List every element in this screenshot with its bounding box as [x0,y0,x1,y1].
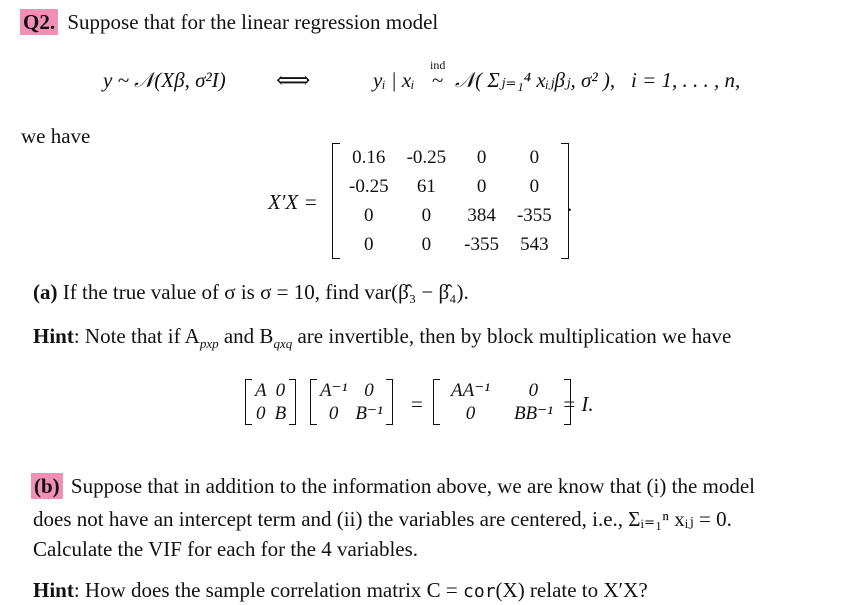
block-cell: 0 [275,379,286,401]
cor-function: cor [463,581,496,602]
matrix-cell: 0 [364,233,374,255]
matrix-row [340,143,561,172]
block-cell: 0 [328,402,339,424]
matrix-row [340,172,561,201]
hint-1-label: Hint [33,324,74,348]
question-heading [20,10,438,35]
part-b-line-1 [31,474,755,499]
hint-2-label: Hint [33,578,74,602]
matrix-cell: 0 [421,233,432,255]
matrix-cell: 0 [364,204,374,226]
matrix-cell: 0 [421,204,432,226]
block-cell: 0 [256,402,266,424]
tilde-symbol: ~ [432,68,444,92]
matrix-cell: 0.16 [352,146,386,168]
matrix-row [340,230,561,259]
we-have-text: we have [21,124,91,148]
hint-1 [33,324,731,352]
block-cell: 0 [528,379,539,401]
part-a-label: (a) [33,280,58,304]
matrix-cell: 0 [476,175,487,197]
block-cell: AA⁻¹ [451,380,490,401]
block-cell: B [274,402,287,424]
hint-1-mid: and B [218,324,274,348]
matrix-cell: 61 [416,175,436,197]
hint-1-sub-a: pxp [199,336,219,352]
hint-2-text-2: (X) relate to X′X? [495,578,648,602]
block-matrix-3 [433,379,571,425]
block-matrix-1 [245,379,296,425]
block-cell: 0 [465,402,476,424]
matrix-cell: -355 [464,233,499,255]
question-label: Q2. [20,9,58,35]
block-result: = I. [562,392,594,416]
matrix-cell: -0.25 [406,146,447,168]
model-left: y ~ 𝒩(Xβ, σ²I) [103,68,226,92]
block-equals: = [411,392,423,416]
block-cell: BB⁻¹ [513,403,553,424]
part-b-text-1: Suppose that in addition to the information above, we are know that (i) the model [70,474,756,498]
matrix-cell: 543 [520,233,549,255]
part-a-text: If the true value of σ is σ = 10, find var(β̂₃ − β̂₄). [62,280,469,304]
hint-1-sub-b: qxq [273,336,293,352]
part-b-line-3: Calculate the VIF for each for the 4 variables. [33,537,419,561]
matrix-cell: 384 [467,204,496,226]
matrix-cell: 0 [529,146,540,168]
matrix-row [340,201,561,230]
xtx-matrix [332,143,569,259]
matrix-cell: -355 [516,204,552,226]
hint-1-text: : Note that if A [73,324,200,348]
block-cell: B⁻¹ [355,403,383,424]
part-a [33,280,469,305]
model-right: yᵢ | xᵢ [373,68,415,92]
block-matrix-2 [310,379,393,425]
matrix-cell: 0 [529,175,540,197]
model-index: i = 1, . . . , n, [631,68,741,92]
matrix-cell: -0.25 [349,175,389,197]
hint-2-text-1: : How does the sample correlation matrix C = [73,578,464,602]
matrix-lhs: X′X = [268,190,318,214]
hint-2 [33,578,648,603]
equivalence-arrow: ⟺ [276,68,311,94]
block-cell: A [255,379,267,401]
part-b-label: (b) [31,473,63,499]
matrix-period: . [567,192,573,216]
block-cell: A⁻¹ [320,380,348,401]
ind-label: ind [430,58,446,72]
question-intro: Suppose that for the linear regression model [67,10,439,34]
part-b-line-2: does not have an intercept term and (ii) the variables are centered, i.e., Σᵢ₌₁ⁿ xᵢⱼ = 0. [33,507,732,531]
matrix-cell: 0 [476,146,487,168]
hint-1-rest: are invertible, then by block multiplication we have [292,324,732,348]
block-cell: 0 [364,379,374,401]
model-distribution: 𝒩( Σⱼ₌₁⁴ xᵢⱼβⱼ, σ² ), [455,68,616,92]
